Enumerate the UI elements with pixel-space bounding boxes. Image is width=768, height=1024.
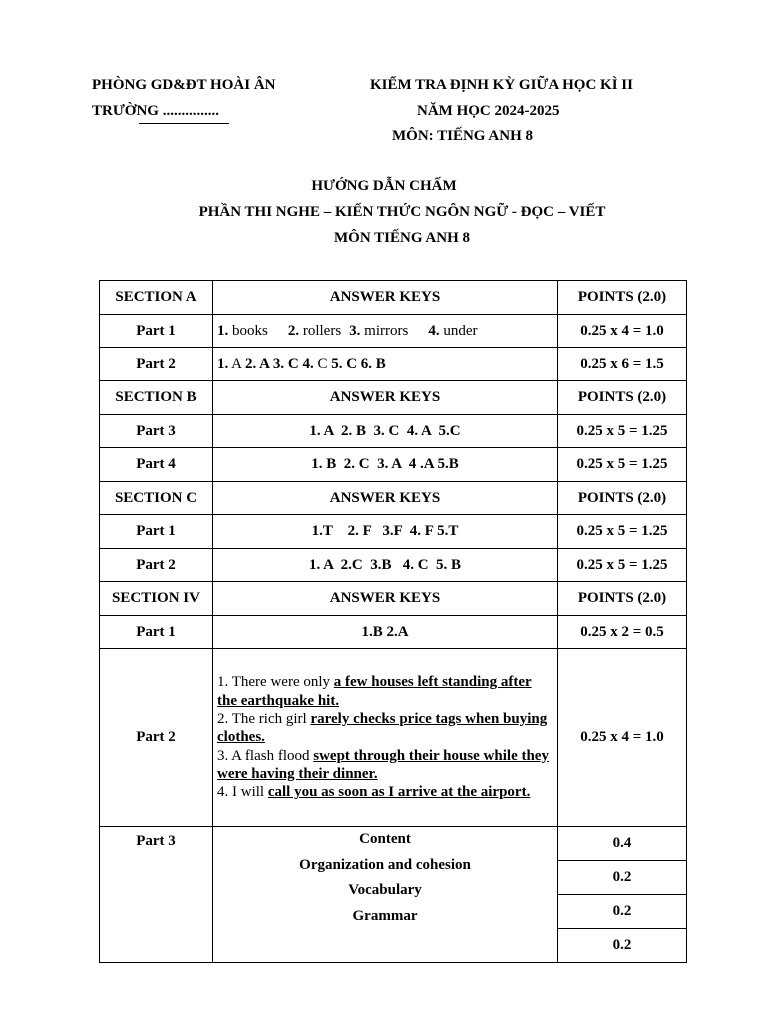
table-row xyxy=(100,549,687,582)
points-cell: 0.25 x 4 = 1.0 xyxy=(558,315,687,348)
table-row xyxy=(100,482,687,515)
points-cell: 0.25 x 5 = 1.25 xyxy=(558,549,687,582)
writing-points-cell xyxy=(558,827,687,963)
part-label: Part 2 xyxy=(100,549,213,582)
answer-keys-header: ANSWER KEYS xyxy=(213,582,558,616)
part-label: Part 1 xyxy=(100,315,213,348)
criterion-organization: Organization and cohesion xyxy=(299,856,471,873)
answer-number: 3. xyxy=(349,323,361,339)
answer-text: C xyxy=(317,356,332,372)
rewrite-answers-cell xyxy=(213,649,558,827)
table-row xyxy=(100,348,687,381)
section-a-label: SECTION A xyxy=(100,281,213,315)
sentence-prefix: 1. There were only xyxy=(217,674,334,691)
guide-subtitle: PHẦN THI NGHE – KIẾN THỨC NGÔN NGỮ - ĐỌC – VIẾT xyxy=(198,204,606,220)
guide-subject: MÔN TIẾNG ANH 8 xyxy=(334,230,470,246)
answers-cell xyxy=(213,348,558,381)
table-row xyxy=(100,515,687,549)
table-row xyxy=(100,827,687,963)
criterion-vocabulary: Vocabulary xyxy=(348,882,422,898)
points-grammar: 0.2 xyxy=(612,937,632,953)
school-underline xyxy=(139,123,229,124)
exam-title: KIỂM TRA ĐỊNH KỲ GIỮA HỌC KÌ II xyxy=(370,77,633,93)
sentence-answer: call you as soon as I arrive at the airport. xyxy=(267,784,531,801)
answer-text: A xyxy=(228,356,245,372)
answer-keys-header: ANSWER KEYS xyxy=(213,482,558,515)
section-b-label: SECTION B xyxy=(100,381,213,415)
answers-cell: 1. B 2. C 3. A 4 .A 5.B xyxy=(213,448,558,482)
points-vocabulary: 0.2 xyxy=(558,895,686,929)
table-row xyxy=(100,315,687,348)
table-row xyxy=(100,616,687,649)
answer-keys-header: ANSWER KEYS xyxy=(213,381,558,415)
answer-number: 4. xyxy=(428,323,440,339)
answer-number: 1. xyxy=(217,356,229,372)
sentence-answer: rarely checks price tags when buying clothes. xyxy=(217,711,548,746)
rewrite-answer-3 xyxy=(217,747,553,784)
criterion-content: Content xyxy=(359,831,411,847)
points-cell: 0.25 x 5 = 1.25 xyxy=(558,515,687,549)
points-header: POINTS (2.0) xyxy=(558,281,687,315)
table-row xyxy=(100,415,687,448)
part-label: Part 3 xyxy=(100,415,213,448)
answer-text: under xyxy=(439,323,478,339)
answer-text: books xyxy=(228,323,268,339)
answers-cell xyxy=(213,315,558,348)
points-content: 0.4 xyxy=(558,827,686,861)
writing-criteria-cell xyxy=(213,827,558,963)
table-row xyxy=(100,281,687,315)
answers-cell: 1.T 2. F 3.F 4. F 5.T xyxy=(213,515,558,549)
answers-cell: 1. A 2.C 3.B 4. C 5. B xyxy=(213,549,558,582)
points-header: POINTS (2.0) xyxy=(558,482,687,515)
criterion-grammar: Grammar xyxy=(352,907,418,924)
answer-number: 2. xyxy=(287,323,300,339)
answer-text: rollers xyxy=(299,323,342,339)
school-year: NĂM HỌC 2024-2025 xyxy=(417,103,560,119)
rewrite-answer-4 xyxy=(217,783,553,801)
part-label: Part 2 xyxy=(100,348,213,381)
rewrite-answer-1 xyxy=(217,673,553,710)
table-row xyxy=(100,381,687,415)
answer-text: mirrors xyxy=(360,323,409,339)
guide-title: HƯỚNG DẪN CHẤM xyxy=(311,178,457,194)
part-label: Part 3 xyxy=(100,827,213,963)
sentence-answer: a few houses left standing after the earthquake hit. xyxy=(217,674,532,709)
answer-number: 2. A 3. C 4. xyxy=(244,356,318,372)
points-cell: 0.25 x 4 = 1.0 xyxy=(558,649,687,827)
table-row xyxy=(100,649,687,827)
table-row xyxy=(100,582,687,616)
part-label: Part 1 xyxy=(100,515,213,549)
answer-keys-header: ANSWER KEYS xyxy=(213,281,558,315)
section-c-label: SECTION C xyxy=(100,482,213,515)
sentence-prefix: 4. I will xyxy=(217,784,268,801)
points-header: POINTS (2.0) xyxy=(558,582,687,616)
answers-cell: 1. A 2. B 3. C 4. A 5.C xyxy=(213,415,558,448)
points-cell: 0.25 x 5 = 1.25 xyxy=(558,415,687,448)
rewrite-answer-2 xyxy=(217,710,553,747)
part-label: Part 1 xyxy=(100,616,213,649)
points-organization: 0.2 xyxy=(558,861,686,895)
table-row xyxy=(100,448,687,482)
answer-number: 5. C 6. B xyxy=(331,356,386,372)
part-label: Part 4 xyxy=(100,448,213,482)
section-iv-label: SECTION IV xyxy=(100,582,213,616)
answers-cell: 1.B 2.A xyxy=(213,616,558,649)
answer-key-table xyxy=(99,280,687,963)
points-header: POINTS (2.0) xyxy=(558,381,687,415)
subject: MÔN: TIẾNG ANH 8 xyxy=(392,128,533,144)
department-name: PHÒNG GD&ĐT HOÀI ÂN xyxy=(92,77,276,93)
points-cell: 0.25 x 6 = 1.5 xyxy=(558,348,687,381)
sentence-prefix: 2. The rich girl xyxy=(217,711,311,728)
school-name: TRƯỜNG ............... xyxy=(92,103,219,119)
sentence-answer: swept through their house while they were having their dinner. xyxy=(217,747,549,782)
answer-number: 1. xyxy=(217,323,229,339)
points-cell: 0.25 x 2 = 0.5 xyxy=(558,616,687,649)
sentence-prefix: 3. A flash flood xyxy=(217,747,314,764)
points-cell: 0.25 x 5 = 1.25 xyxy=(558,448,687,482)
part-label: Part 2 xyxy=(100,649,213,827)
